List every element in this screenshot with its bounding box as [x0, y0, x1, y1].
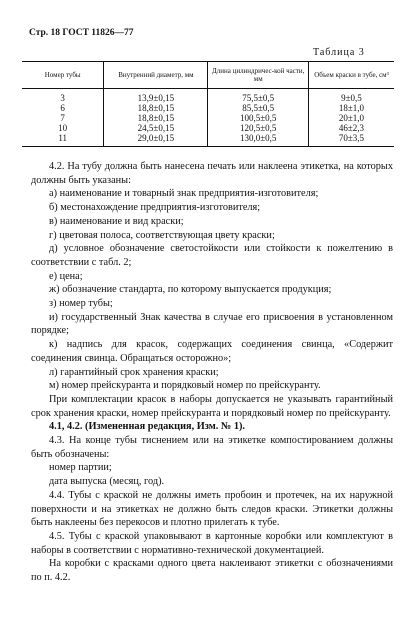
list-item: ж) обозначение стандарта, по которому выпускается продукция;: [49, 284, 332, 296]
paragraph-4-3: 4.3. На конце тубы тиснением или на этикетке компостированием должны быть обозначены:: [31, 435, 393, 460]
list-item: а) наименование и товарный знак предприятия-изготовителя;: [49, 188, 319, 200]
table-cell: 13,9±0,15: [104, 89, 208, 104]
list-item: г) цветовая полоса, соответствующая цвету краски;: [49, 229, 275, 241]
table-cell: 20±1,0: [308, 113, 394, 123]
table-row: [22, 133, 394, 147]
table-cell: 6: [60, 103, 65, 113]
column-header-paint-volume: Объем краски в тубе, см³: [308, 62, 394, 89]
table-header-row: [22, 62, 394, 89]
paragraph-4-2: 4.2. На тубу должна быть нанесена печать или наклеена этикетка, на которых должны быть указаны:: [31, 161, 393, 186]
column-header-inner-diameter: Внутренний диаметр, мм: [104, 62, 208, 89]
column-header-cylinder-length: Длина цилиндричес-кой части, мм: [208, 62, 308, 89]
table-row: [22, 113, 394, 123]
table-cell: 7: [60, 113, 65, 123]
table-caption: Таблица 3: [313, 47, 365, 58]
column-header-tube-number: Номер тубы: [22, 62, 104, 89]
table-cell: 120,5±0,5: [208, 123, 308, 133]
table-row: [22, 103, 394, 113]
table-cell: 18,8±0,15: [104, 113, 208, 123]
table-cell: 85,5±0,5: [208, 103, 308, 113]
list-item: е) цена;: [49, 270, 83, 282]
list-item: в) наименование и вид краски;: [49, 215, 184, 227]
paragraph-bundling-note: При комплектации красок в наборы допускается не указывать гарантийный срок хранения краски, номер прейскуранта и порядковый номер по прейскуранту.: [31, 393, 393, 419]
table-cell: 10: [58, 123, 68, 133]
list-item: к) надпись для красок, содержащих соединения свинца, «Содержит соединения свинца. Обращаться осторожно»;: [31, 339, 393, 364]
list-item: дата выпуска (месяц, год).: [49, 476, 165, 488]
paragraph-4-4: 4.4. Тубы с краской не должны иметь пробоин и протечек, на их наружной поверхности и на этикетках не должно быть следов краски. Этикетки должны быть наклеены без перекосов и плотно прилегать к тубе.: [31, 489, 393, 529]
table-cell: 24,5±0,15: [104, 123, 208, 133]
table-cell: 70±3,5: [308, 133, 394, 147]
paragraph-box-labels: На коробки с красками одного цвета наклеивают этикетки с обозначениями по п. 4.2.: [31, 558, 393, 584]
page-header: Стр. 18 ГОСТ 11826—77: [29, 28, 134, 38]
list-item: л) гарантийный срок хранения краски;: [49, 366, 219, 378]
list-item: и) государственный Знак качества в случае его присвоения в установленном порядке;: [31, 311, 393, 337]
list-item: номер партии;: [49, 462, 112, 474]
paragraph-4-5: 4.5. Тубы с краской упаковывают в картонные коробки или комплектуют в наборы в соответствии с нормативно-технической документацией.: [31, 530, 393, 556]
table-row: [22, 123, 394, 133]
tube-dimensions-table: [22, 61, 394, 147]
table-cell: 3: [60, 93, 65, 103]
table-cell: 75,5±0,5: [208, 89, 308, 104]
list-item: м) номер прейскуранта и порядковый номер по прейскуранту.: [49, 380, 321, 392]
list-item: д) условное обозначение светостойкости или стойкости к пожелтению в соответствии с табл. 2;: [31, 243, 393, 268]
table-cell: 46±2,3: [308, 123, 394, 133]
amendment-note: 4.1, 4.2. (Измененная редакция, Изм. № 1).: [49, 421, 245, 433]
document-body: [31, 160, 393, 585]
table-cell: 130,0±0,5: [208, 133, 308, 147]
table-cell: 18,8±0,15: [104, 103, 208, 113]
list-item: б) местонахождение предприятия-изготовителя;: [49, 202, 261, 214]
table-cell: 18±1,0: [308, 103, 394, 113]
table-cell: 100,5±0,5: [208, 113, 308, 123]
table-cell: 9±0,5: [308, 89, 394, 104]
list-item: з) номер тубы;: [49, 298, 113, 310]
table-row: [22, 89, 394, 104]
table-cell: 29,0±0,15: [104, 133, 208, 147]
table-cell: 11: [22, 133, 104, 147]
